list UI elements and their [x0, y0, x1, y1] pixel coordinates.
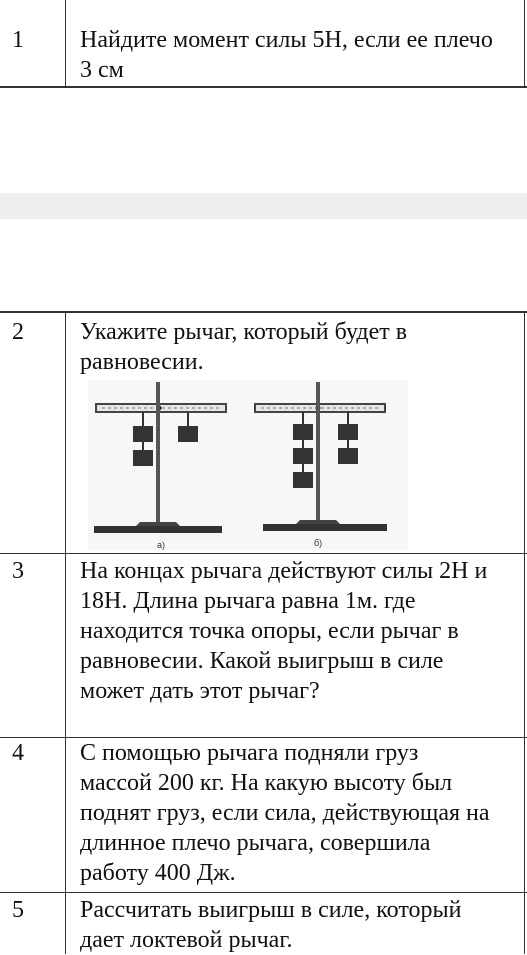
row-5-text: Рассчитать выигрыш в силе, который дает локтевой рычаг. — [80, 897, 462, 953]
table2-right-border — [524, 311, 525, 954]
row-2-number: 2 — [12, 319, 24, 345]
row-3-top-border — [0, 553, 527, 554]
row-2-text: Укажите рычаг, который будет в равновесии. — [80, 319, 408, 375]
table1-right-border — [524, 0, 525, 88]
row-4-number: 4 — [12, 740, 24, 766]
row-5-top-border — [0, 892, 527, 893]
table1-col-divider-top — [65, 0, 66, 88]
table1-bottom-border — [0, 86, 527, 88]
row-3-text: На концах рычага действуют силы 2Н и 18Н. Длина рычага равна 1м. где находится точка опоры, если рычаг в равновесии. Какой выигрыш в силе может дать этот рычаг? — [80, 558, 488, 704]
row-1-text: Найдите момент силы 5Н, если ее плечо 3 см — [80, 27, 493, 83]
lever-figure — [88, 380, 408, 550]
row-3-number: 3 — [12, 558, 24, 584]
row-4-text: С помощью рычага подняли груз массой 200 кг. На какую высоту был поднят груз, если сила, действующая на длинное плечо рычага, совершила работу 400 Дж. — [80, 740, 490, 886]
table2-top-border — [0, 311, 527, 313]
lever-b-label: б) — [314, 538, 323, 548]
row-5-number: 5 — [12, 897, 24, 923]
table2-col-divider — [65, 311, 66, 954]
lever-a-label: а) — [157, 540, 166, 550]
row-1-number: 1 — [12, 27, 24, 53]
separator-band — [0, 193, 527, 219]
